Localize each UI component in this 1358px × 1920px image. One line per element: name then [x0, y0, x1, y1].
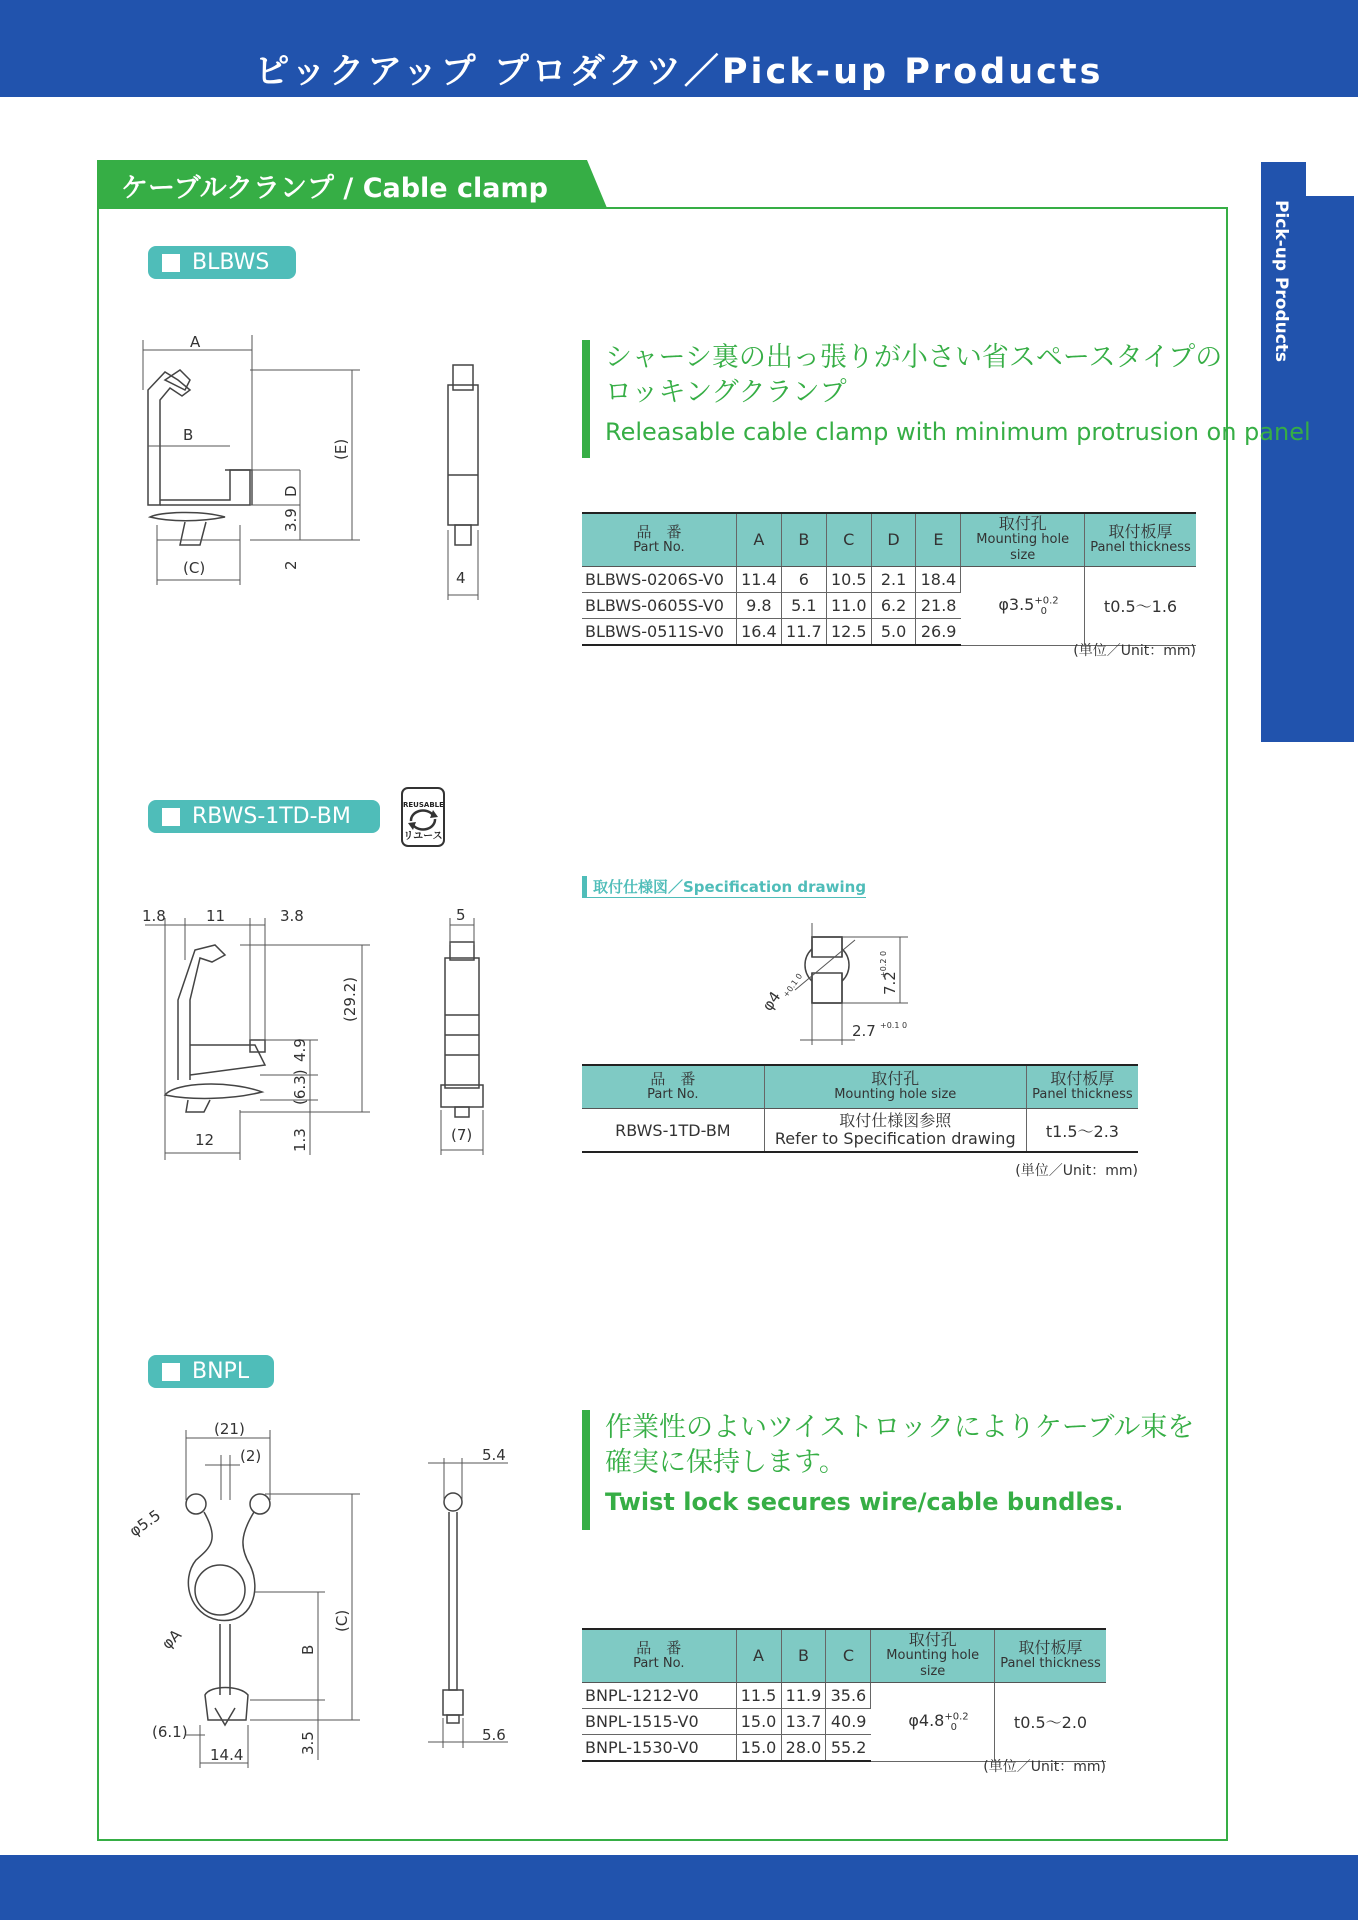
top-banner: [0, 0, 1358, 97]
dim-e: (E): [332, 438, 350, 460]
table-row: RBWS-1TD-BM 取付仕様図参照 Refer to Specification drawing t1.5～2.3: [582, 1109, 1138, 1153]
bnpl-headline-jp-2: 確実に保持します。: [605, 1447, 846, 1478]
dim-d: D: [282, 485, 300, 497]
product-badge-blbws: [148, 246, 296, 279]
th-a: A: [736, 1629, 781, 1683]
side-tab-strip: [1306, 196, 1354, 742]
dim-b: B: [183, 426, 194, 444]
spec-drawing-label: 取付仕様図／Specification drawing: [582, 876, 866, 898]
spec-height: 7.2: [881, 971, 899, 995]
bnpl-panel: t0.5～2.0: [995, 1683, 1106, 1762]
rbws-spec-table: [582, 1064, 1138, 1153]
rbws-unit: (単位／Unit：mm): [1015, 1163, 1138, 1179]
dim-7: (7): [451, 1126, 473, 1144]
th-hole: 取付孔 Mounting hole size: [871, 1629, 995, 1683]
spec-width-tol: +0.1 0: [880, 1021, 908, 1030]
blbws-headline: [582, 340, 1311, 458]
dim-63: (6.3): [291, 1069, 309, 1105]
bnpl-headline-jp-1: 作業性のよいツイストロックによりケーブル束を: [605, 1412, 1195, 1443]
dim-18: 1.8: [142, 907, 166, 925]
blbws-spec-table: [582, 512, 1196, 646]
dim-2: 2: [282, 560, 300, 570]
spec-hole: φ4: [758, 988, 785, 1015]
page-title: ピックアップ プロダクツ／Pick-up Products: [254, 52, 1104, 92]
table-row: BNPL-1212-V0 11.5 11.9 35.6 $\varphi 4.8^{+0.2}_0$ t0.5～2.0: [582, 1683, 1106, 1709]
dim-292: (29.2): [341, 976, 359, 1022]
square-icon: [162, 808, 180, 826]
blbws-headline-jp-2: ロッキングクランプ: [605, 377, 847, 408]
side-tab-en: Pick-up Products: [1271, 200, 1291, 363]
bnpl-spec-table: [582, 1628, 1106, 1762]
th-a: A: [736, 513, 781, 567]
dim-c: (C): [183, 559, 206, 577]
product-badge-rbws: [148, 800, 380, 833]
th-panel: 取付板厚 Panel thickness: [1026, 1065, 1138, 1109]
dim-a: A: [190, 333, 201, 351]
table-row: BNPL-1530-V0 15.0 28.0 55.2: [582, 1735, 1106, 1762]
spec-width: 2.7: [852, 1022, 876, 1040]
th-c: C: [826, 513, 871, 567]
blbws-headline-jp-1: シャーシ裏の出っ張りが小さい省スペースタイプの: [605, 342, 1223, 373]
blbws-headline-en: Releasable cable clamp with minimum protrusion on panel: [605, 418, 1311, 446]
product-name-rbws: RBWS-1TD-BM: [192, 804, 351, 829]
dim-61: (6.1): [152, 1723, 188, 1741]
product-name-bnpl: BNPL: [192, 1359, 250, 1384]
bottom-bar: [0, 1855, 1358, 1920]
bnpl-headline: [582, 1410, 1194, 1530]
dim-11: 11: [206, 907, 226, 925]
th-panel: 取付板厚 Panel thickness: [1085, 513, 1196, 567]
dim-5: 5: [456, 906, 466, 924]
th-b: B: [781, 513, 826, 567]
th-part: 品 番 Part No.: [582, 513, 736, 567]
square-icon: [162, 254, 180, 272]
th-e: E: [916, 513, 961, 567]
th-panel: 取付板厚 Panel thickness: [995, 1629, 1106, 1683]
dim-144: 14.4: [210, 1746, 244, 1764]
bnpl-hole: $\varphi 4.8^{+0.2}_0$: [871, 1683, 995, 1762]
blbws-panel: t0.5～1.6: [1085, 567, 1196, 646]
dim-13: 1.3: [291, 1128, 309, 1152]
section-tab: [97, 160, 607, 208]
bnpl-unit: (単位／Unit：mm): [983, 1759, 1106, 1775]
table-row: BLBWS-0511S-V0 16.4 11.7 12.5 5.0 26.9: [582, 619, 1196, 646]
square-icon: [162, 1363, 180, 1381]
th-d: D: [871, 513, 916, 567]
dim-a: φA: [158, 1625, 186, 1653]
reusable-icon: REUSABLE リユース: [401, 787, 445, 847]
th-part: 品 番 Part No.: [582, 1629, 736, 1683]
th-part: 品 番 Part No.: [582, 1065, 764, 1109]
th-hole: 取付孔 Mounting hole size: [764, 1065, 1026, 1109]
spec-hole-tol: +0.1 0: [781, 971, 805, 1000]
table-row: BNPL-1515-V0 15.0 13.7 40.9: [582, 1709, 1106, 1735]
dim-39: 3.9: [282, 508, 300, 532]
blbws-unit: (単位／Unit：mm): [1073, 643, 1196, 659]
dim-55: φ5.5: [125, 1506, 164, 1541]
section-title: ケーブルクランプ / Cable clamp: [121, 173, 548, 204]
dim-21: (21): [214, 1420, 245, 1438]
dim-12: 12: [195, 1131, 215, 1149]
th-b: B: [781, 1629, 826, 1683]
dim-56: 5.6: [482, 1726, 506, 1744]
dim-2: (2): [240, 1447, 262, 1465]
table-row: BLBWS-0605S-V0 9.8 5.1 11.0 6.2 21.8: [582, 593, 1196, 619]
th-c: C: [826, 1629, 871, 1683]
dim-4: 4: [456, 569, 466, 587]
bnpl-headline-en: Twist lock secures wire/cable bundles.: [605, 1488, 1124, 1516]
spec-height-tol: +0.2 0: [879, 950, 888, 978]
th-hole: 取付孔 Mounting hole size: [961, 513, 1085, 567]
dim-54: 5.4: [482, 1446, 506, 1464]
dim-38: 3.8: [280, 907, 304, 925]
product-badge-bnpl: [148, 1355, 274, 1388]
blbws-hole: $\varphi 3.5^{+0.2}_0$: [961, 567, 1085, 646]
dim-b: B: [299, 1644, 317, 1655]
dim-49: 4.9: [291, 1038, 309, 1062]
dim-c: (C): [333, 1609, 351, 1632]
product-name-blbws: BLBWS: [192, 250, 270, 275]
dim-35: 3.5: [299, 1731, 317, 1755]
table-row: BLBWS-0206S-V0 11.4 6 10.5 2.1 18.4 $\varphi 3.5^{+0.2}_0$ t0.5～1.6: [582, 567, 1196, 593]
